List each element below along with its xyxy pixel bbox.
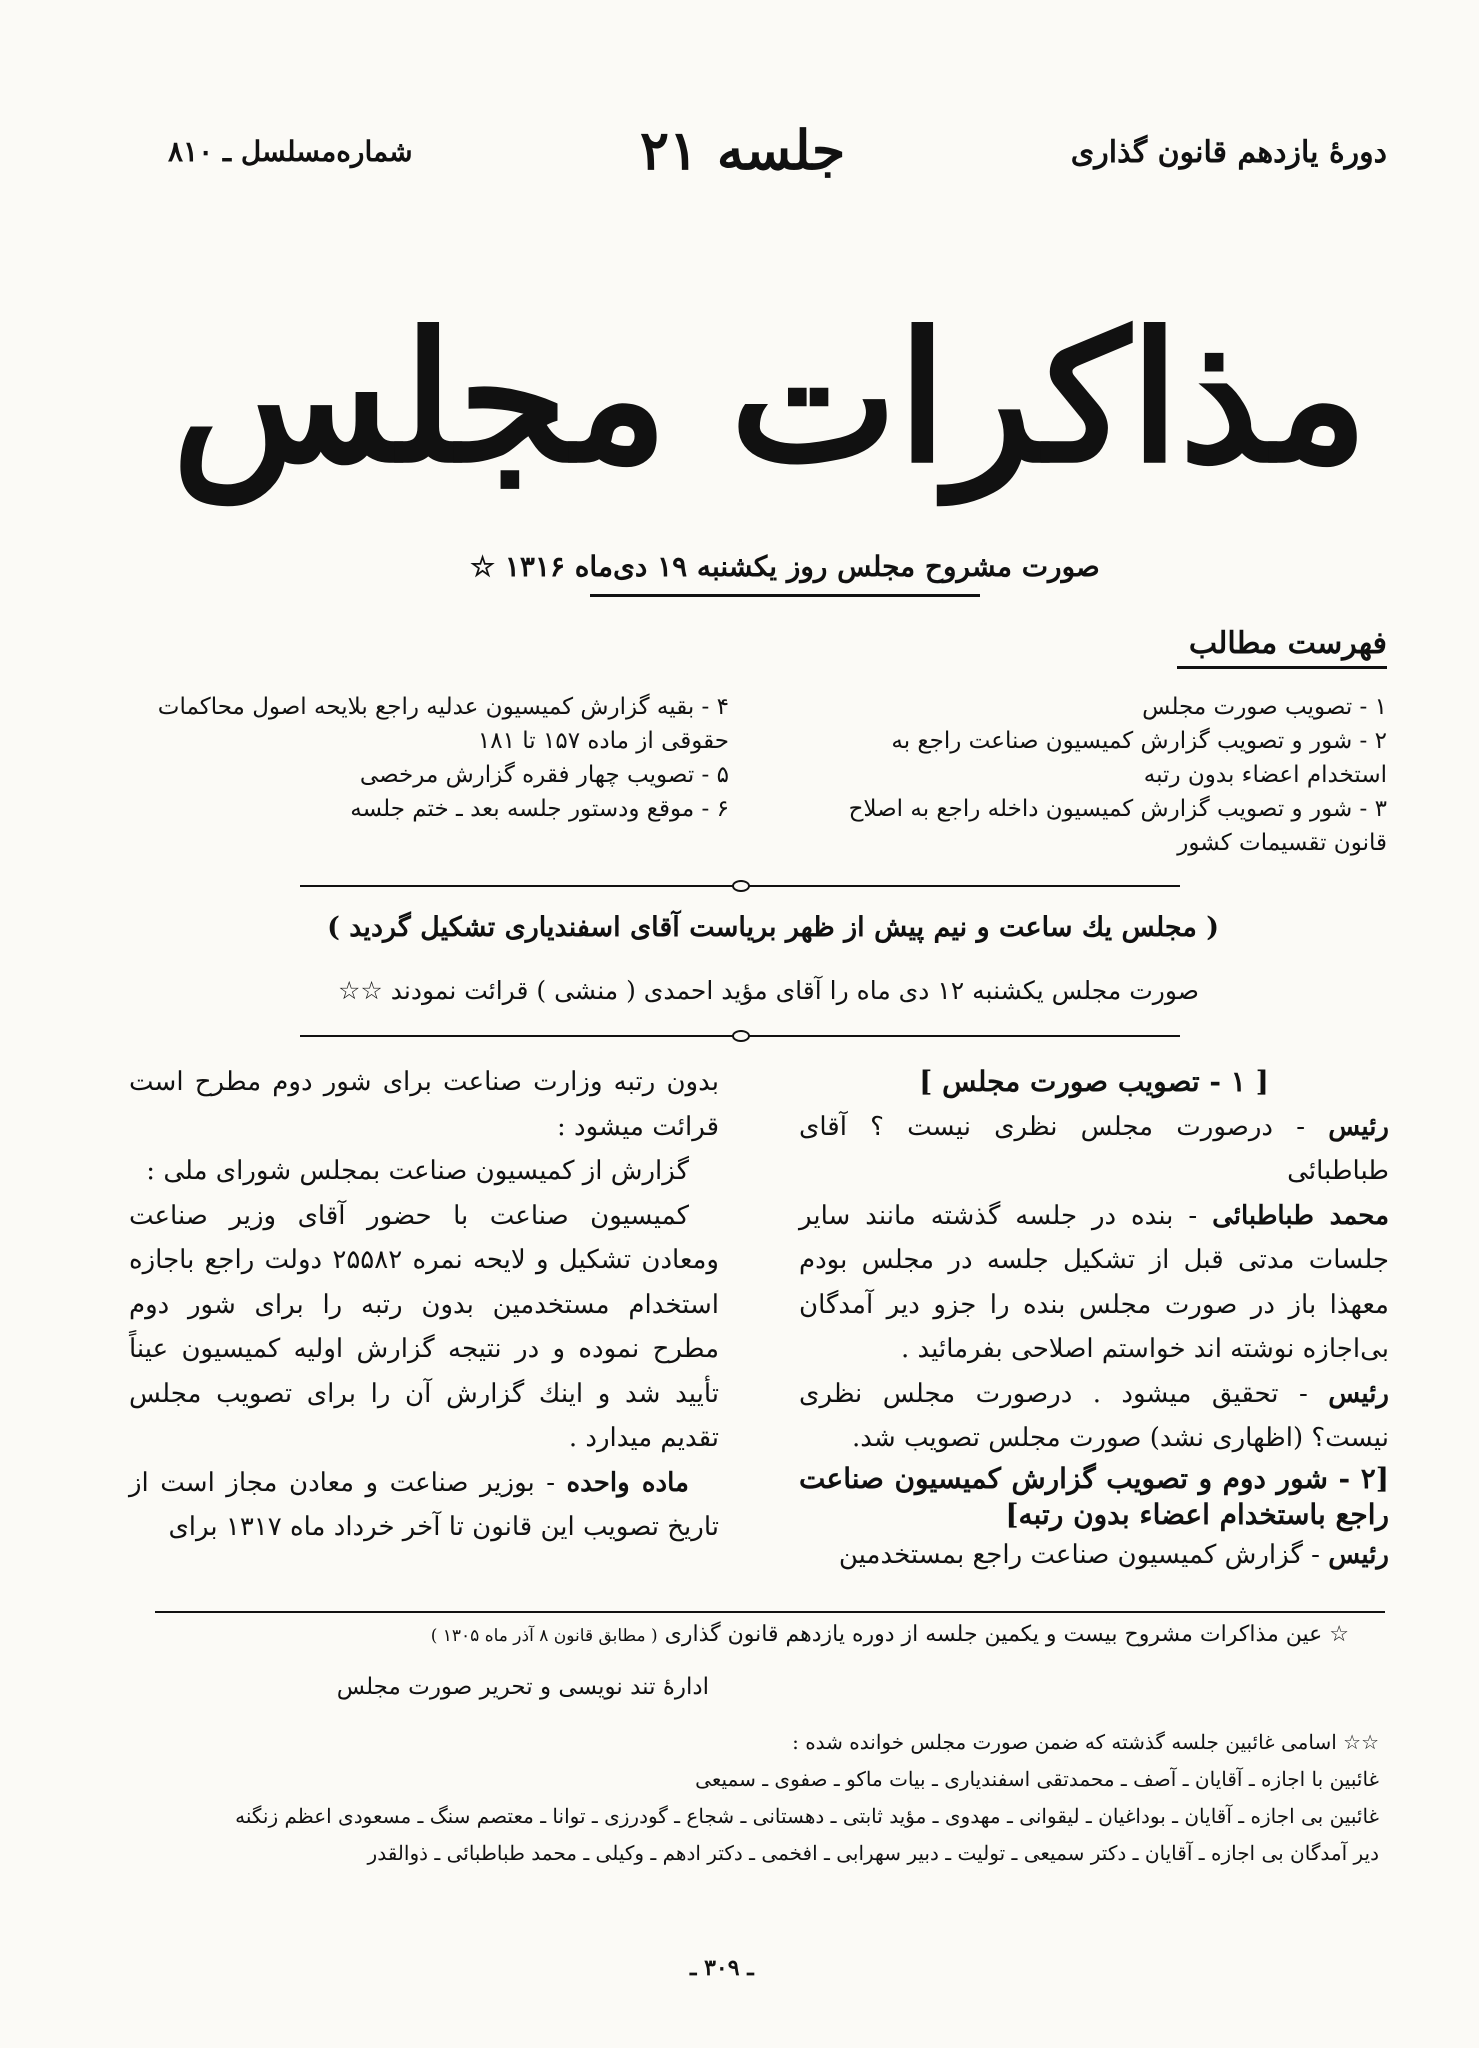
section-heading: [۲ - شور دوم و تصویب گزارش کمیسیون صناعت راجع باستخدام اعضاء بدون رتبه] <box>799 1461 1389 1531</box>
toc-item: ۳ - شور و تصویب گزارش کمیسیون داخله راجع به اصلاح قانون تقسیمات کشور <box>848 796 1387 856</box>
footnote-law-ref: ( مطابق قانون ۸ آذر ماه ۱۳۰۵ ) <box>430 1626 658 1646</box>
masthead-title <box>171 230 1369 560</box>
paragraph: محمد طباطبائی - بنده در جلسه گذشته مانند سایر جلسات مدتی قبل از تشکیل جلسه در مجلس بودم معهذا باز در صورت مجلس بنده را جزو دیر آمدگان بی‌اجازه نوشته اند خواستم اصلاحی بفرمائید . <box>799 1200 1389 1364</box>
paragraph: گزارش از کمیسیون صناعت بمجلس شورای ملی : <box>146 1156 689 1186</box>
absentees-line: غائبین با اجازه ـ آقایان ـ آصف ـ محمدتقی اسفندیاری ـ بیات ماکو ـ صفوی ـ سمیعی <box>695 1767 1379 1791</box>
footnote-office: ادارهٔ تند نویسی و تحریر صورت مجلس <box>336 1674 709 1700</box>
article-label: ماده واحده <box>566 1467 689 1498</box>
toc-item: ۲ - شور و تصویب گزارش کمیسیون صناعت راجع به استخدام اعضاء بدون رتبه <box>891 728 1387 788</box>
speaker-name: رئیس <box>1328 1539 1389 1570</box>
speaker-name: رئیس <box>1328 1378 1389 1409</box>
toc-column-left <box>139 690 729 826</box>
speaker-name: رئیس <box>1328 1111 1389 1142</box>
svg-text:مذاکرات مجلس: مذاکرات مجلس <box>171 293 1369 502</box>
absentees-line: دیر آمدگان بی اجازه ـ آقایان ـ دکتر سمیعی ـ تولیت ـ دبیر سهرابی ـ افخمی ـ دکتر ادهم ـ وکیلی ـ محمد طباطبائی ـ ذوالقدر <box>367 1841 1379 1865</box>
paragraph: رئیس - گزارش کمیسیون صناعت راجع بمستخدمین <box>838 1539 1389 1570</box>
toc-item: ۵ - تصویب چهار فقره گزارش مرخصی <box>359 762 729 788</box>
absentees-heading: ☆☆ اسامی غائبین جلسه گذشته که ضمن صورت مجلس خوانده شده : <box>792 1730 1379 1754</box>
speaker-name: محمد طباطبائی <box>1212 1200 1389 1231</box>
page-number: ـ ۳۰۹ ـ <box>690 1955 754 1981</box>
absentees-line: غائبین بی اجازه ـ آقایان ـ بوداغیان ـ لیقوانی ـ مهدوی ـ مؤید ثابتی ـ دهستانی ـ شجاع ـ گودرزی ـ توانا ـ معتصم سنگ ـ مسعودی اعظم زنگنه <box>235 1804 1379 1828</box>
section-heading: [ ۱ - تصویب صورت مجلس ] <box>919 1065 1269 1098</box>
divider-ornament <box>732 880 750 892</box>
toc-item: ۶ - موقع ودستور جلسه بعد ـ ختم جلسه <box>350 796 729 822</box>
absentees-list <box>139 1724 1379 1872</box>
divider-ornament <box>732 1030 750 1042</box>
session-subtitle: صورت مشروح مجلس روز یکشنبه ۱۹ دی‌ماه ۱۳۱۶ ☆ <box>470 550 1100 583</box>
toc-item: ۱ - تصویب صورت مجلس <box>1142 694 1387 720</box>
legislative-period: دورهٔ یازدهم قانون گذاری <box>1070 135 1387 170</box>
text-column-left <box>129 1060 719 1550</box>
minutes-reading-note: صورت مجلس یکشنبه ۱۲ دی ماه را آقای مؤید احمدی ( منشی ) قرائت نمودند ☆☆ <box>337 976 1199 1005</box>
session-number: جلسه ۲۱ <box>640 118 846 182</box>
paragraph: کمیسیون صناعت با حضور آقای وزیر صناعت ومعادن تشکیل و لایحه نمره ۲۵۵۸۲ دولت راجع باجازه استخدام مستخدمین بدون رتبه را برای شور دوم مطرح نموده و در نتیجه گزارش اولیه کمیسیون عیناً تأیید شد و اینك گزارش آن را برای تصویب مجلس تقدیم میدارد . <box>129 1200 719 1453</box>
paragraph: رئیس - درصورت مجلس نظری نیست ؟ آقای طباطبائی <box>799 1111 1389 1186</box>
subtitle-underline <box>590 594 980 597</box>
paragraph: ماده واحده - بوزیر صناعت و معادن مجاز است از تاریخ تصویب این قانون تا آخر خرداد ماه ۱۳۱۷ برای <box>129 1467 719 1542</box>
text-column-right <box>799 1060 1389 1577</box>
toc-item: ۴ - بقیه گزارش کمیسیون عدلیه راجع بلایحه اصول محاکمات حقوقی از ماده ۱۵۷ تا ۱۸۱ <box>157 694 729 754</box>
footnote-verbatim: ☆ عین مذاکرات مشروح بیست و یکمین جلسه از دوره یازدهم قانون گذاری ( مطابق قانون ۸ آذر ماه ۱۳۰۵ ) <box>430 1622 1349 1647</box>
paragraph: بدون رتبه وزارت صناعت برای شور دوم مطرح است قرائت میشود : <box>129 1067 719 1142</box>
serial-number: شماره‌مسلسل ـ ۸۱۰ <box>168 135 413 168</box>
toc-title-underline <box>1177 666 1387 669</box>
toc-title: فهرست مطالب <box>1188 626 1387 661</box>
paragraph: رئیس - تحقیق میشود . درصورت مجلس نظری نیست؟ (اظهاری نشد) صورت مجلس تصویب شد. <box>799 1378 1389 1453</box>
footnote-rule <box>155 1611 1385 1613</box>
toc-column-right <box>827 690 1387 860</box>
session-opening-note: ( مجلس یك ساعت و نیم پیش از ظهر بریاست آقای اسفندیاری تشکیل گردید ) <box>327 912 1219 943</box>
